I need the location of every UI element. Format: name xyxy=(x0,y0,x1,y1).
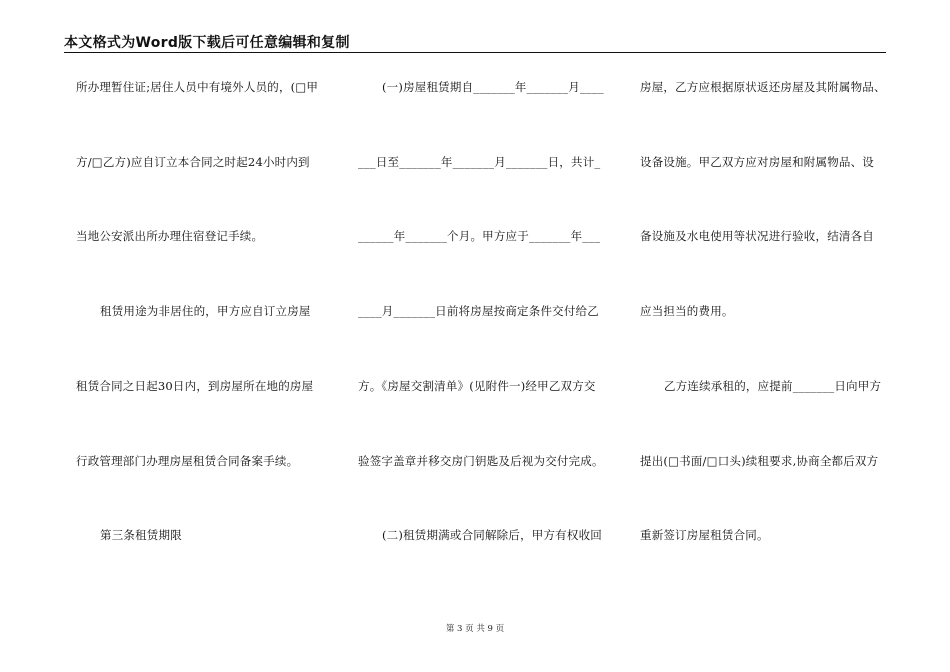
text-line: 房屋，乙方应根据原状返还房屋及其附属物品、 xyxy=(640,80,886,94)
text-column-right xyxy=(640,0,898,600)
text-line: 方/□乙方)应自订立本合同之时起24小时内到 xyxy=(76,155,310,169)
text-line: 应当担当的费用。 xyxy=(640,304,734,318)
text-line: ____月_______日前将房屋按商定条件交付给乙 xyxy=(358,304,599,318)
text-line: 所办理暂住证;居住人员中有境外人员的，(□甲 xyxy=(76,80,319,94)
text-line: 设备设施。甲乙双方应对房屋和附属物品、设 xyxy=(640,155,874,169)
text-line: ______年_______个月。甲方应于_______年___ xyxy=(358,229,601,243)
text-line: 方。《房屋交割清单》(见附件一)经甲乙双方交 xyxy=(358,379,596,393)
text-line: 租赁用途为非居住的，甲方应自订立房屋 xyxy=(100,304,311,318)
text-line: 当地公安派出所办理住宿登记手续。 xyxy=(76,229,264,243)
text-line: 备设施及水电使用等状况进行验收，结清各自 xyxy=(640,229,874,243)
text-line: 行政管理部门办理房屋租赁合同备案手续。 xyxy=(76,454,299,468)
text-line: 提出(□书面/□口头)续租要求,协商全都后双方 xyxy=(640,454,879,468)
text-column-middle xyxy=(358,0,616,600)
text-column-left xyxy=(76,0,334,600)
section-heading: 第三条租赁期限 xyxy=(100,528,182,542)
text-line: 重新签订房屋租赁合同。 xyxy=(640,528,769,542)
text-line: 租赁合同之日起30日内，到房屋所在地的房屋 xyxy=(76,379,314,393)
text-line: (二)租赁期满或合同解除后，甲方有权收回 xyxy=(382,528,602,542)
text-line: (一)房屋租赁期自_______年_______月____ xyxy=(382,80,604,94)
text-line: 验签字盖章并移交房门钥匙及后视为交付完成。 xyxy=(358,454,604,468)
text-line: 乙方连续承租的，应提前_______日向甲方 xyxy=(664,379,882,393)
header-title: 本文格式为Word版下载后可任意编辑和复制 xyxy=(64,35,350,51)
text-line: ___日至_______年_______月_______日，共计_ xyxy=(358,155,601,169)
page-number: 第 3 页 共 9 页 xyxy=(445,624,505,634)
